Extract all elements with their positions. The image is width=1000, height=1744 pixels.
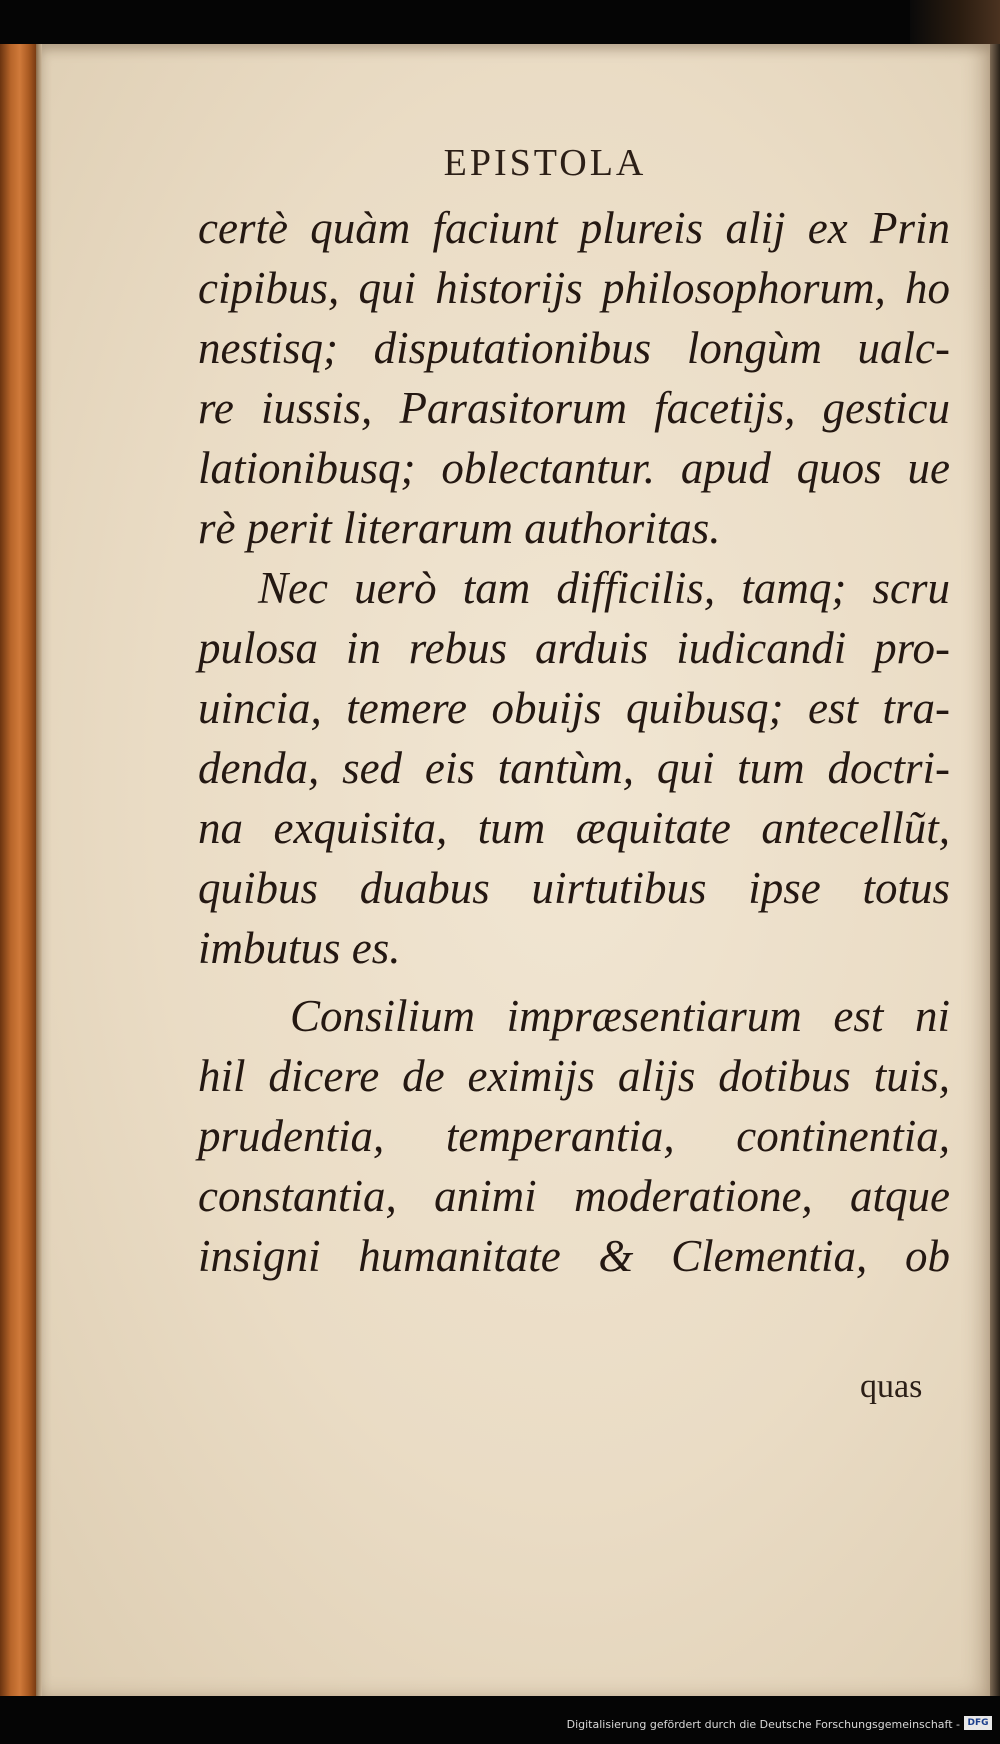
text-line: quibus duabus uirtutibus ipse totus (198, 863, 950, 913)
top-border (0, 0, 1000, 44)
text-line: insigni humanitate & Clementia, ob (198, 1231, 950, 1281)
text-line: pulosa in rebus arduis iudicandi pro- (198, 623, 950, 673)
paragraph-start-line: Consilium impræsentiarum est ni (290, 991, 950, 1041)
top-right-book-edge (910, 0, 1000, 44)
text-line: na exquisita, tum æquitate antecellũt, (198, 803, 950, 853)
text-line: hil dicere de eximijs alijs dotibus tuis, (198, 1051, 950, 1101)
running-head: EPISTOLA (443, 142, 647, 184)
text-line: constantia, animi moderatione, atque (198, 1171, 950, 1221)
text-line: lationibusq; oblectantur. apud quos ue (198, 443, 950, 493)
paragraph-start-line: Nec uerò tam difficilis, tamq; scru (258, 563, 950, 613)
digitization-credit: Digitalisierung gefördert durch die Deutsche Forschungsgemeinschaft - (566, 1718, 960, 1731)
text-line: nestisq; disputationibus longùm ualc- (198, 323, 950, 373)
book-spine (0, 44, 36, 1696)
page-right-edge (990, 44, 1000, 1696)
text-line: denda, sed eis tantùm, qui tum doctri- (198, 743, 950, 793)
text-line: rè perit literarum authoritas. (198, 503, 721, 553)
text-line: certè quàm faciunt plureis alij ex Prin (198, 203, 950, 253)
text-line: re iussis, Parasitorum facetijs, gesticu (198, 383, 950, 433)
dfg-logo-icon: DFG (964, 1716, 992, 1730)
page-body-text (198, 198, 950, 1286)
text-line: imbutus es. (198, 923, 401, 973)
catchword: quas (860, 1368, 923, 1405)
text-line: uincia, temere obuijs quibusq; est tra- (198, 683, 950, 733)
text-line: prudentia, temperantia, continentia, (198, 1111, 950, 1161)
text-line: cipibus, qui historijs philosophorum, ho (198, 263, 950, 313)
